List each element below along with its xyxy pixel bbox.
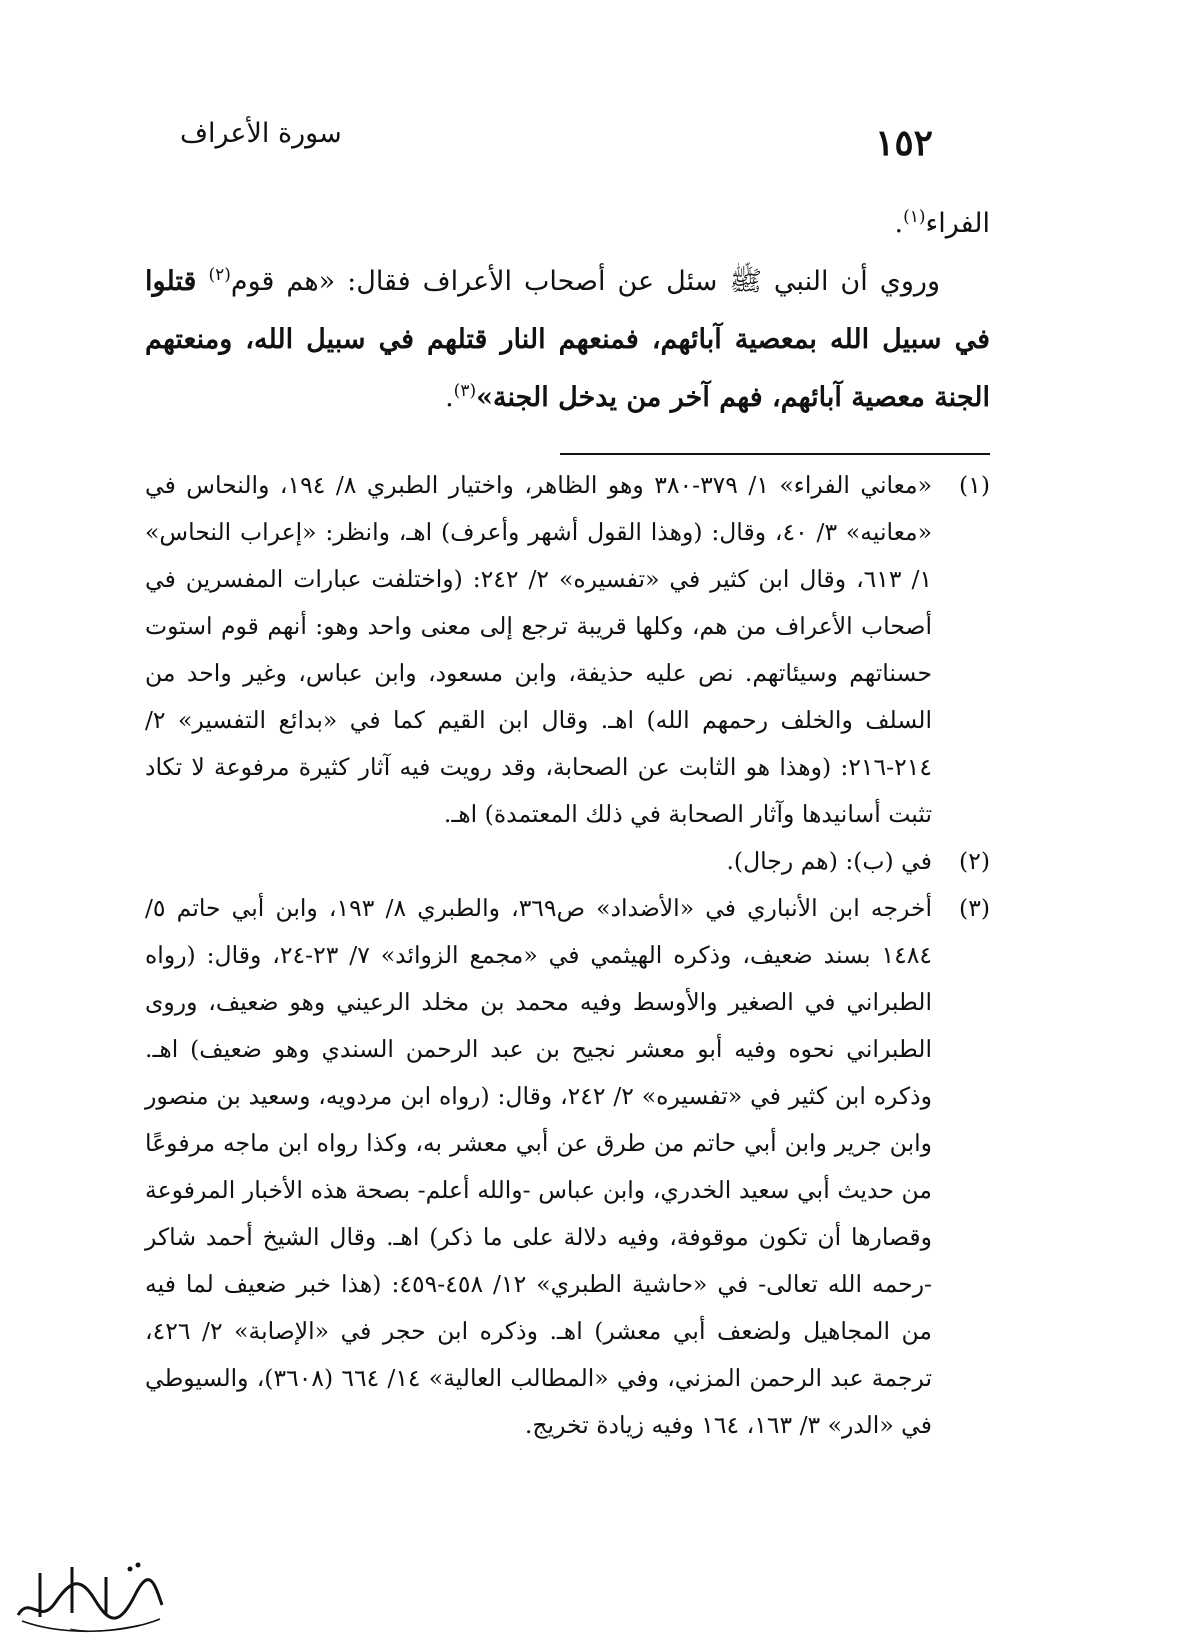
footnote-2	[145, 838, 990, 885]
paragraph-2-intro: وروي أن النبي ﷺ سئل عن أصحاب الأعراف فقال: «هم قوم	[230, 266, 940, 297]
footnote-number: (١)	[959, 471, 990, 499]
footnote-separator	[560, 453, 990, 455]
surah-title: سورة الأعراف	[180, 118, 342, 149]
paragraph-1-end: .	[894, 208, 904, 239]
library-logo	[10, 1555, 170, 1637]
footnote-number: (٢)	[959, 847, 990, 875]
footnote-ref-2[interactable]: (٢)	[208, 265, 231, 285]
page-number: ١٥٢	[874, 122, 933, 164]
footnote-ref-1[interactable]: (١)	[903, 207, 926, 227]
footnote-text: في (ب): (هم رجال).	[726, 847, 932, 875]
paragraph-2	[145, 253, 990, 427]
hadith-quote: قتلوا في سبيل الله بمعصية آبائهم، فمنعهم النار قتلهم في سبيل الله، ومنعتهم الجنة معصية آبائهم، فهم آخر من يدخل الجنة»	[145, 266, 990, 413]
paragraph-1	[145, 195, 990, 253]
footnote-number: (٣)	[959, 894, 990, 922]
footnotes	[145, 462, 990, 1449]
footnote-text: «معاني الفراء» ١/ ٣٧٩-٣٨٠ وهو الظاهر، واختيار الطبري ٨/ ١٩٤، والنحاس في «معانيه» ٣/ ٤٠، وقال: (وهذا القول أشهر وأعرف) اهـ، وانظر: «إعراب النحاس» ١/ ٦١٣، وقال ابن كثير في «تفسيره» ٢/ ٢٤٢: (واختلفت عبارات المفسرين في أصحاب الأعراف من هم، وكلها قريبة ترجع إلى معنى واحد وهو: أنهم قوم استوت حسناتهم وسيئاتهم. نص عليه حذيفة، وابن مسعود، وابن عباس، وغير واحد من السلف والخلف رحمهم الله) اهـ. وقال ابن القيم كما في «بدائع التفسير» ٢/ ٢١٤-٢١٦: (وهذا هو الثابت عن الصحابة، وقد رويت فيه آثار كثيرة مرفوعة لا تكاد تثبت أسانيدها وآثار الصحابة في ذلك المعتمدة) اهـ.	[145, 471, 933, 828]
footnote-ref-3[interactable]: (٣)	[453, 381, 477, 401]
paragraph-1-text: الفراء	[925, 208, 990, 239]
footnote-3	[145, 885, 990, 1449]
main-text	[145, 195, 990, 427]
footnote-text: أخرجه ابن الأنباري في «الأضداد» ص٣٦٩، والطبري ٨/ ١٩٣، وابن أبي حاتم ٥/ ١٤٨٤ بسند ضعيف، وذكره الهيثمي في «مجمع الزوائد» ٧/ ٢٣-٢٤، وقال: (رواه الطبراني في الصغير والأوسط وفيه محمد بن مخلد الرعيني وهو ضعيف، وروى الطبراني نحوه وفيه أبو معشر نجيح بن عبد الرحمن السندي وهو ضعيف) اهـ. وذكره ابن كثير في «تفسيره» ٢/ ٢٤٢، وقال: (رواه ابن مردويه، وسعيد بن منصور وابن جرير وابن أبي حاتم من طرق عن أبي معشر به، وكذا رواه ابن ماجه مرفوعًا من حديث أبي سعيد الخدري، وابن عباس -والله أعلم- بصحة هذه الأخبار المرفوعة وقصارها أن تكون موقوفة، وفيه دلالة على ما ذكر) اهـ. وقال الشيخ أحمد شاكر -رحمه الله تعالى- في «حاشية الطبري» ١٢/ ٤٥٨-٤٥٩: (هذا خبر ضعيف لما فيه من المجاهيل ولضعف أبي معشر) اهـ. وذكره ابن حجر في «الإصابة» ٢/ ٤٢٦، ترجمة عبد الرحمن المزني، وفي «المطالب العالية» ١٤/ ٦٦٤ (٣٦٠٨)، والسيوطي في «الدر» ٣/ ١٦٣، ١٦٤ وفيه زيادة تخريج.	[145, 894, 933, 1439]
footnote-1	[145, 462, 990, 838]
paragraph-2-end: .	[445, 382, 454, 413]
